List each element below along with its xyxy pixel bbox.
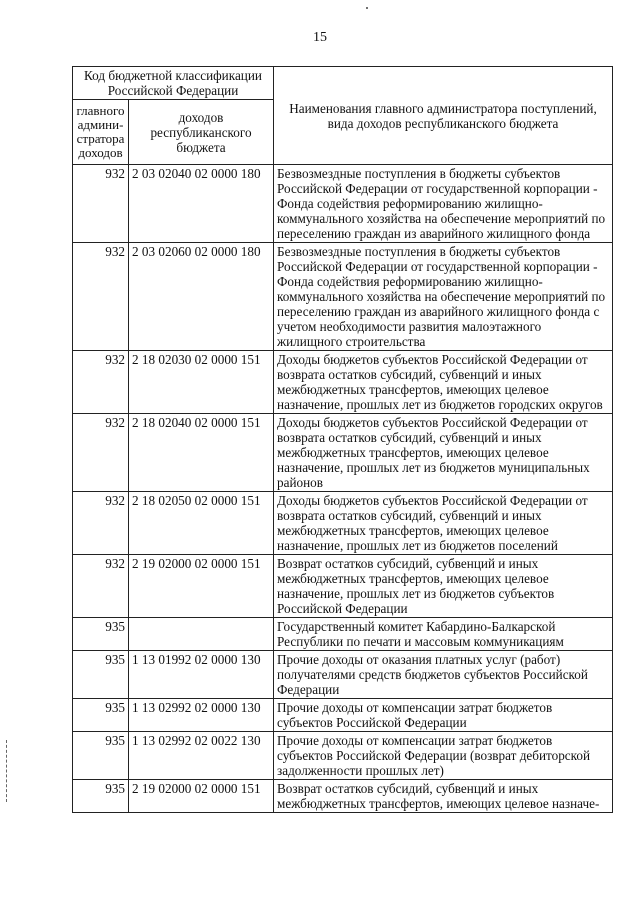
- admin-code-cell: 935: [73, 699, 129, 732]
- table-row: [73, 618, 613, 651]
- admin-code-cell: 935: [73, 618, 129, 651]
- admin-code-cell: 935: [73, 780, 129, 813]
- table-row: [73, 243, 613, 351]
- income-name-cell: Безвозмездные поступления в бюджеты субъектов Российской Федерации от государственной корпорации - Фонда содействия реформированию жилищно-коммунального хозяйства на обеспечение мероприятий по переселению граждан из аварийного жилищного фонда с учетом необходимости развития малоэтажного жилищного строительства: [274, 243, 613, 351]
- income-name-cell: Прочие доходы от оказания платных услуг (работ) получателями средств бюджетов субъектов Российской Федерации: [274, 651, 613, 699]
- scan-speck: [366, 7, 368, 9]
- income-code-cell: 1 13 02992 02 0000 130: [129, 699, 274, 732]
- income-code-cell: [129, 618, 274, 651]
- income-name-cell: Доходы бюджетов субъектов Российской Федерации от возврата остатков субсидий, субвенций и иных межбюджетных трансфертов, имеющих целевое назначение, прошлых лет из бюджетов поселений: [274, 492, 613, 555]
- admin-code-cell: 932: [73, 555, 129, 618]
- income-name-cell: Возврат остатков субсидий, субвенций и иных межбюджетных трансфертов, имеющих целевое назначение, прошлых лет из бюджетов субъектов Российской Федерации: [274, 555, 613, 618]
- income-name-cell: Безвозмездные поступления в бюджеты субъектов Российской Федерации от государственной корпорации - Фонда содействия реформированию жилищно-коммунального хозяйства на обеспечение мероприятий по переселению граждан из аварийного жилищного фонда: [274, 165, 613, 243]
- income-code-cell: 2 18 02050 02 0000 151: [129, 492, 274, 555]
- table-row: [73, 351, 613, 414]
- header-row-top: [73, 67, 613, 100]
- table-row: [73, 165, 613, 243]
- admin-code-cell: 935: [73, 651, 129, 699]
- income-name-cell: Возврат остатков субсидий, субвенций и иных межбюджетных трансфертов, имеющих целевое назначе-: [274, 780, 613, 813]
- income-code-cell: 1 13 01992 02 0000 130: [129, 651, 274, 699]
- header-name-column: Наименования главного администратора поступлений, вида доходов республиканского бюджета: [274, 67, 613, 165]
- income-code-cell: 2 19 02000 02 0000 151: [129, 780, 274, 813]
- header-code-group: Код бюджетной классификации Российской Федерации: [73, 67, 274, 100]
- income-code-cell: 2 18 02040 02 0000 151: [129, 414, 274, 492]
- table-row: [73, 699, 613, 732]
- admin-code-cell: 932: [73, 492, 129, 555]
- table-row: [73, 780, 613, 813]
- income-code-cell: 2 19 02000 02 0000 151: [129, 555, 274, 618]
- income-code-cell: 2 03 02040 02 0000 180: [129, 165, 274, 243]
- table-row: [73, 492, 613, 555]
- table-row: [73, 651, 613, 699]
- header-admin-column: главного админи-стратора доходов: [73, 100, 129, 165]
- table-body: [73, 165, 613, 813]
- header-income-column: доходов республиканского бюджета: [129, 100, 274, 165]
- admin-code-cell: 932: [73, 165, 129, 243]
- admin-code-cell: 932: [73, 243, 129, 351]
- page-number: 15: [313, 30, 327, 45]
- admin-code-cell: 932: [73, 351, 129, 414]
- table-row: [73, 414, 613, 492]
- income-name-cell: Доходы бюджетов субъектов Российской Федерации от возврата остатков субсидий, субвенций и иных межбюджетных трансфертов, имеющих целевое назначение, прошлых лет из бюджетов муниципальных районов: [274, 414, 613, 492]
- admin-code-cell: 935: [73, 732, 129, 780]
- income-code-cell: 2 03 02060 02 0000 180: [129, 243, 274, 351]
- income-name-cell: Государственный комитет Кабардино-Балкарской Республики по печати и массовым коммуникациям: [274, 618, 613, 651]
- income-name-cell: Доходы бюджетов субъектов Российской Федерации от возврата остатков субсидий, субвенций и иных межбюджетных трансфертов, имеющих целевое назначение, прошлых лет из бюджетов городских округов: [274, 351, 613, 414]
- income-name-cell: Прочие доходы от компенсации затрат бюджетов субъектов Российской Федерации: [274, 699, 613, 732]
- admin-code-cell: 932: [73, 414, 129, 492]
- income-code-cell: 1 13 02992 02 0022 130: [129, 732, 274, 780]
- table-row: [73, 732, 613, 780]
- income-code-cell: 2 18 02030 02 0000 151: [129, 351, 274, 414]
- margin-mark: [6, 740, 8, 802]
- table-row: [73, 555, 613, 618]
- income-name-cell: Прочие доходы от компенсации затрат бюджетов субъектов Российской Федерации (возврат дебиторской задолженности прошлых лет): [274, 732, 613, 780]
- budget-classification-table: [72, 66, 613, 813]
